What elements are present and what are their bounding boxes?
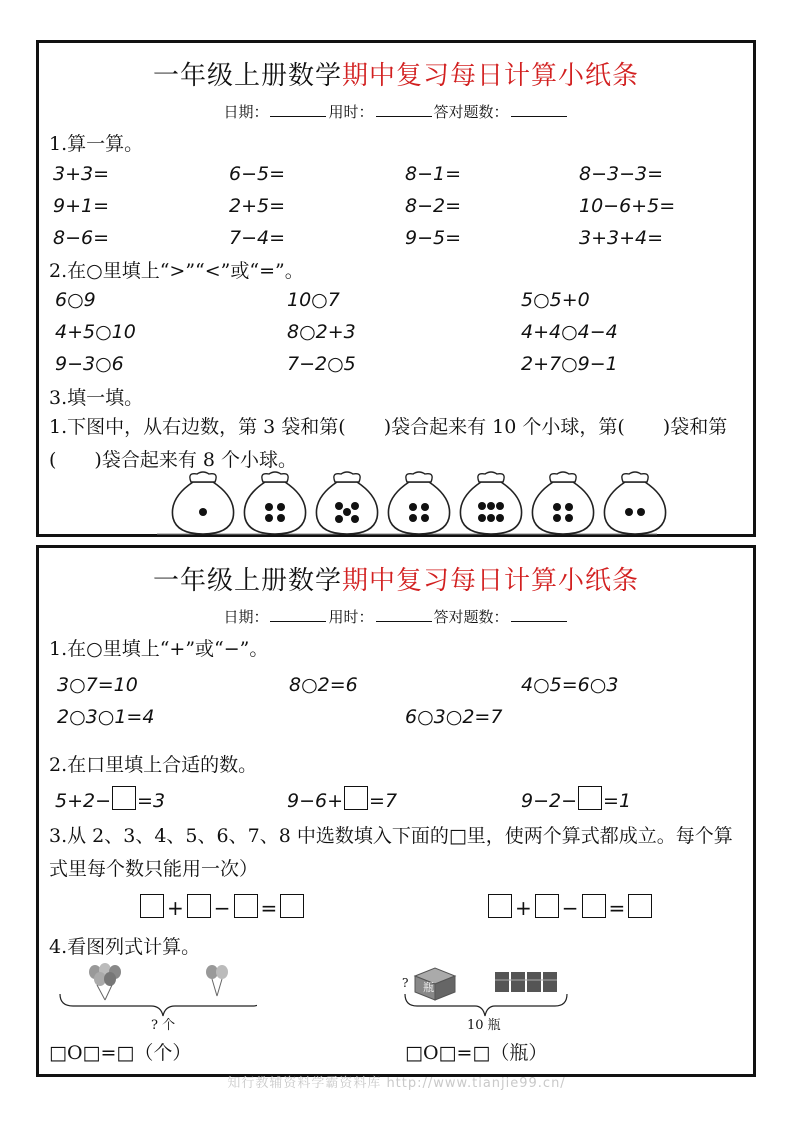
minus-sign: −: [561, 896, 579, 920]
balloons-label: ? 个: [151, 1018, 176, 1033]
compare-item: 7−2○5: [287, 353, 356, 375]
worksheet-title: [39, 55, 753, 92]
compare-item: 8○2+3: [287, 321, 356, 343]
open-box-icon: [415, 968, 455, 1000]
section-3-question: 3.从 2、3、4、5、6、7、8 中选数填入下面的□里，使两个算式都成立。每个算式里每个数只能用一次）: [49, 825, 733, 880]
ball-dot: [409, 514, 417, 522]
answer-box[interactable]: [535, 894, 559, 918]
footer-watermark: 知行教辅资料学霸资料库 http://www.tianjie99.cn/: [227, 1076, 566, 1091]
ball-dot: [421, 514, 429, 522]
ball-dot: [637, 508, 645, 516]
sign-item: 6○3○2=7: [405, 706, 503, 728]
section-1-heading: 1.算一算。: [49, 133, 144, 155]
box-fill-item: [287, 786, 397, 812]
ball-bag-icon: [604, 472, 665, 534]
correct-label: 答对题数：: [433, 608, 509, 626]
ball-dot: [277, 503, 285, 511]
ball-dot: [487, 502, 495, 510]
worksheet-title: [39, 560, 753, 597]
compare-item: 5○5+0: [521, 289, 590, 311]
calc-item: 8−3−3=: [579, 163, 664, 185]
calc-item: 6−5=: [229, 163, 286, 185]
correct-blank[interactable]: [511, 607, 567, 622]
time-blank[interactable]: [376, 102, 432, 117]
ball-dot: [335, 502, 343, 510]
answer-box[interactable]: [280, 894, 304, 918]
ball-dot: [553, 514, 561, 522]
section-2-heading: 2.在○里填上“>”“<”或“=”。: [49, 260, 304, 282]
compare-item: 10○7: [287, 289, 340, 311]
correct-label: 答对题数：: [433, 103, 509, 121]
box-fill-item: [521, 786, 631, 812]
ball-dot: [265, 503, 273, 511]
bottles-label: 10 瓶: [467, 1018, 501, 1033]
ball-bag-icon: [316, 472, 377, 534]
answer-line-bottles[interactable]: □O□=□（瓶）: [405, 1042, 548, 1064]
equals-sign: =: [260, 896, 278, 920]
expression-suffix: =3: [137, 790, 166, 812]
answer-line-balloons[interactable]: □O□=□（个）: [49, 1042, 192, 1064]
calc-item: 9+1=: [53, 195, 110, 217]
ball-bag-icon: [460, 472, 521, 534]
ball-dot: [478, 514, 486, 522]
section-2-heading: 2.在口里填上合适的数。: [49, 754, 258, 776]
title-black: 一年级上册数学: [152, 61, 342, 91]
calc-item: 2+5=: [229, 195, 286, 217]
calc-item: 8−1=: [405, 163, 462, 185]
ball-dot: [553, 503, 561, 511]
balloon-bunch-icon: [89, 963, 121, 1000]
ball-dot: [351, 502, 359, 510]
ball-dot: [496, 502, 504, 510]
answer-box[interactable]: [628, 894, 652, 918]
calc-item: 3+3=: [53, 163, 110, 185]
ball-dot: [487, 514, 495, 522]
calc-item: 7−4=: [229, 227, 286, 249]
sign-item: 2○3○1=4: [57, 706, 155, 728]
compare-item: 2+7○9−1: [521, 353, 618, 375]
title-red: 期中复习每日计算小纸条: [342, 566, 640, 596]
time-blank[interactable]: [376, 607, 432, 622]
section-3-question: 1.下图中，从右边数，第 3 袋和第( )袋合起来有 10 个小球，第( )袋和第( )袋合起来有 8 个小球。: [49, 416, 728, 471]
date-label: 日期：: [223, 608, 269, 626]
calc-item: 10−6+5=: [579, 195, 676, 217]
answer-box[interactable]: [140, 894, 164, 918]
section-4-heading: 4.看图列式计算。: [49, 936, 201, 958]
calc-item: 3+3+4=: [579, 227, 664, 249]
compare-item: 4+5○10: [55, 321, 136, 343]
fill-equation-right: [487, 894, 653, 920]
worksheet-card-1: [36, 40, 756, 537]
ball-dot: [409, 503, 417, 511]
meta-line: [39, 101, 753, 122]
section-1-heading: 1.在○里填上“+”或“−”。: [49, 638, 269, 660]
date-blank[interactable]: [270, 607, 326, 622]
balloon-pair-icon: [206, 965, 228, 996]
plus-sign: +: [167, 896, 184, 920]
title-black: 一年级上册数学: [152, 566, 342, 596]
expression-prefix: 9−2−: [521, 790, 578, 812]
date-blank[interactable]: [270, 102, 326, 117]
ball-dot: [625, 508, 633, 516]
ball-dot: [565, 514, 573, 522]
ball-dot: [199, 508, 207, 516]
ball-dot: [265, 514, 273, 522]
equals-sign: =: [608, 896, 626, 920]
answer-box[interactable]: [344, 786, 368, 810]
sign-item: 8○2=6: [289, 674, 358, 696]
worksheet-card-2: [36, 545, 756, 1077]
expression-prefix: 5+2−: [55, 790, 112, 812]
answer-box[interactable]: [582, 894, 606, 918]
compare-item: 9−3○6: [55, 353, 124, 375]
ball-bag-icon: [388, 472, 449, 534]
ball-dot: [496, 514, 504, 522]
minus-sign: −: [213, 896, 231, 920]
ball-dot: [277, 514, 285, 522]
answer-box[interactable]: [578, 786, 602, 810]
time-label: 用时：: [328, 608, 374, 626]
expression-suffix: =7: [369, 790, 398, 812]
answer-box[interactable]: [112, 786, 136, 810]
correct-blank[interactable]: [511, 102, 567, 117]
ball-dot: [351, 515, 359, 523]
answer-box[interactable]: [187, 894, 211, 918]
ball-dot: [421, 503, 429, 511]
compare-item: 4+4○4−4: [521, 321, 618, 343]
ball-bag-icon: [532, 472, 593, 534]
ball-dot: [343, 508, 351, 516]
sign-item: 4○5=6○3: [521, 674, 619, 696]
bottle-question-mark: ?: [402, 976, 409, 990]
bag-row: [39, 468, 759, 538]
bottle-box-stack-icon: [495, 972, 557, 992]
section-3-heading: 3.填一填。: [49, 387, 144, 409]
calc-item: 8−6=: [53, 227, 110, 249]
expression-prefix: 9−6+: [287, 790, 344, 812]
answer-box[interactable]: [234, 894, 258, 918]
meta-line: [39, 606, 753, 627]
title-red: 期中复习每日计算小纸条: [342, 61, 640, 91]
ball-dot: [478, 502, 486, 510]
brace-icon: [60, 994, 257, 1016]
answer-box[interactable]: [488, 894, 512, 918]
ball-dot: [335, 515, 343, 523]
sign-item: 3○7=10: [57, 674, 138, 696]
time-label: 用时：: [328, 103, 374, 121]
plus-sign: +: [515, 896, 532, 920]
ball-bag-icon: [172, 472, 233, 534]
expression-suffix: =1: [603, 790, 632, 812]
calc-item: 9−5=: [405, 227, 462, 249]
ball-dot: [565, 503, 573, 511]
ball-bag-icon: [244, 472, 305, 534]
calc-item: 8−2=: [405, 195, 462, 217]
compare-item: 6○9: [55, 289, 96, 311]
open-box-label: 瓶: [423, 981, 434, 994]
fill-equation-left: [139, 894, 305, 920]
date-label: 日期：: [223, 103, 269, 121]
box-fill-item: [55, 786, 165, 812]
